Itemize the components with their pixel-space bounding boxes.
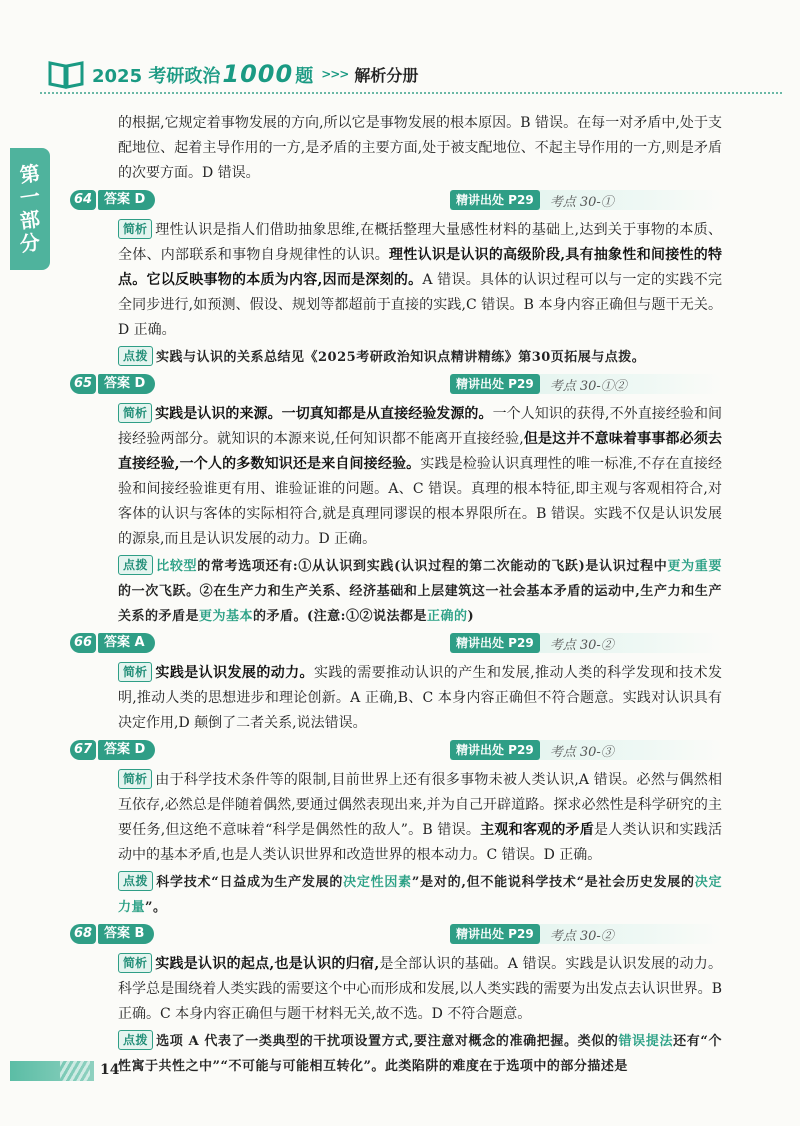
emphasis-text: 实践是认识的起点,也是认识的归宿, (155, 956, 380, 972)
header-title: 2025 考研政治1000 题 (92, 60, 314, 88)
highlight-text: 正确的 (426, 609, 468, 624)
highlight-text: 比较型 (156, 559, 198, 574)
tip-text: 的常考选项还有:①从认识到实践(认识过程的第二次能动的飞跃)是认识过程中 (197, 559, 668, 574)
analysis-paragraph (118, 218, 722, 343)
knowledge-point: 考点 30-② (549, 637, 614, 653)
tip-text: 还有“个性寓于共性之中”“不可能与可能相互转化”。此类陷阱的难度在于选项中的部分描述是 (118, 1034, 722, 1074)
answer-left (70, 633, 155, 653)
analysis-text: 是全部认识的基础。A 错误。实践是认识发展的动力。科学总是围绕着人类实践的需要这个中心而形成和发展,以人类实践的需要为出发点去认识世界。B 正确。C 本身内容正确但与题干材料无关,故不选。D 不符合题意。 (118, 956, 723, 1022)
tip-label: 点拨 (118, 1030, 153, 1050)
section-tab: 第 一 部 分 (10, 148, 50, 270)
source-badge: 精讲出处 P29 (450, 740, 540, 760)
answer-badge: 答案 D (98, 374, 155, 394)
analysis-label: 简析 (118, 662, 152, 682)
tip-text: 科学技术“日益成为生产发展的 (156, 875, 344, 890)
tip-text: ”是对的,但不能说科学技术“是社会历史发展的 (411, 875, 695, 890)
source-badge: 精讲出处 P29 (450, 190, 540, 210)
analysis-label: 简析 (118, 953, 152, 973)
tip-paragraph (118, 870, 722, 920)
tip-label: 点拨 (118, 346, 153, 366)
open-book-icon (48, 59, 84, 89)
emphasis-text: 主观和客观的矛盾 (480, 822, 595, 838)
tip-paragraph (118, 345, 722, 370)
analysis-text: 实践是检验认识真理性的唯一标准,不存在直接经验和间接经验谁更有用、谁验证谁的问题。A、C 错误。真理的根本特征,即主观与客观相符合,对客体的认识与客体的实际相符合,就是真理同谬误的根本界限所在。B 错误。实践不仅是认识发展的源泉,而且是认识发展的动力。D 正确。 (118, 456, 723, 547)
page-header (48, 56, 418, 92)
analysis-paragraph (118, 661, 722, 736)
analysis-text: 一个人知识的获得,不外直接经验和间接经验两部分。就知识的本源来说,任何知识都不能离开直接经验, (118, 406, 722, 447)
arrows-icon: >>> (321, 67, 349, 81)
source-strip (450, 633, 722, 653)
analysis-label: 简析 (118, 219, 152, 239)
tip-text: 选项 A 代表了一类典型的干扰项设置方式,要注意对概念的准确把握。类似的 (156, 1034, 619, 1049)
analysis-paragraph (118, 402, 722, 552)
highlight-text: 错误提法 (618, 1034, 674, 1049)
emphasis-text: 但是这并不意味着事事都必须去直接经验,一个人的多数知识还是来自间接经验。 (118, 431, 722, 472)
highlight-text: 更为重要 (667, 559, 722, 574)
footer-stripes (60, 1061, 90, 1081)
answer-badge: 答案 A (98, 633, 155, 653)
question-number-badge: 66 (70, 633, 96, 653)
analysis-text: 理性认识是指人们借助抽象思维,在概括整理大量感性材料的基础上,达到关于事物的本质、全体、内部联系和事物自身规律性的认识。 (118, 222, 722, 263)
analysis-label: 简析 (118, 403, 152, 423)
knowledge-point: 考点 30-① (549, 194, 614, 210)
answer-row (73, 740, 722, 762)
source-badge: 精讲出处 P29 (450, 633, 540, 653)
question-number-badge: 68 (70, 924, 96, 944)
source-strip (450, 924, 722, 944)
analysis-paragraph (118, 768, 722, 868)
tip-paragraph (118, 554, 722, 629)
knowledge-point: 考点 30-①② (549, 378, 627, 394)
tip-text: 的一次飞跃。②在生产力和生产关系、经济基础和上层建筑这一社会基本矛盾的运动中,生产力和生产关系的矛盾是 (118, 584, 722, 624)
question-number-badge: 65 (70, 374, 96, 394)
tip-label: 点拨 (118, 555, 153, 575)
tip-text: 的矛盾。(注意:①②说法都是 (253, 609, 427, 624)
highlight-text: 决定力量 (118, 875, 722, 915)
question-number-badge: 64 (70, 190, 96, 210)
analysis-text: 实践的需要推动认识的产生和发展,推动人类的科学发现和技术发明,推动人类的思想进步和理论创新。A 正确,B、C 本身内容正确但不符合题意。实践对认识具有决定作用,D 颠倒了二者关系,说法错误。 (118, 665, 723, 731)
knowledge-point: 考点 30-② (549, 928, 614, 944)
emphasis-text: 理性认识是认识的高级阶段,具有抽象性和间接性的特点。它以反映事物的本质为内容,因而是深刻的。 (118, 247, 723, 288)
answer-left (70, 190, 155, 210)
tip-paragraph (118, 1029, 722, 1079)
header-subtitle: 解析分册 (354, 65, 419, 85)
source-strip (450, 740, 722, 760)
answer-row (73, 190, 722, 212)
answer-badge: 答案 D (98, 190, 155, 210)
answer-left (70, 740, 155, 760)
answer-badge: 答案 B (98, 924, 154, 944)
source-strip (450, 374, 722, 394)
tip-text: 实践与认识的关系总结见《2025考研政治知识点精讲精练》第30页拓展与点拨。 (156, 350, 646, 365)
answer-row (73, 633, 722, 655)
header-divider (40, 92, 782, 94)
intro-paragraph: 的根据,它规定着事物发展的方向,所以它是事物发展的根本原因。B 错误。在每一对矛盾中,处于支配地位、起着主导作用的一方,是矛盾的主要方面,处于被支配地位、不起主导作用的一方,则是矛盾的次要方面。D 错误。 (118, 115, 722, 181)
answer-row (73, 924, 722, 946)
emphasis-text: 实践是认识发展的动力。 (155, 665, 314, 681)
source-badge: 精讲出处 P29 (450, 924, 540, 944)
tip-text: ”。 (145, 900, 167, 915)
source-badge: 精讲出处 P29 (450, 374, 540, 394)
answer-left (70, 374, 155, 394)
analysis-paragraph (118, 952, 722, 1027)
answer-left (70, 924, 154, 944)
answer-row (73, 374, 722, 396)
analysis-label: 简析 (118, 769, 152, 789)
question-number-badge: 67 (70, 740, 96, 760)
tip-text: ) (467, 609, 475, 624)
highlight-text: 更为基本 (199, 609, 254, 624)
analysis-text: 是人类认识和实践活动中的基本矛盾,也是人类认识世界和改造世界的根本动力。C 错误。D 正确。 (118, 822, 722, 863)
highlight-text: 决定性因素 (343, 875, 412, 890)
analysis-text: 由于科学技术条件等的限制,目前世界上还有很多事物未被人类认识,A 错误。必然与偶然相互依存,必然总是伴随着偶然,要通过偶然表现出来,并为自己开辟道路。探求必然性是科学研究的主要任务,但这绝不意味着“科学是偶然性的敌人”。B 错误。 (118, 772, 722, 838)
analysis-text: A 错误。具体的认识过程可以与一定的实践不完全同步进行,如预测、假设、规划等都超前于直接的实践,C 错误。B 本身内容正确但与题干无关。D 正确。 (118, 272, 722, 338)
tip-label: 点拨 (118, 871, 153, 891)
knowledge-point: 考点 30-③ (549, 744, 614, 760)
answer-badge: 答案 D (98, 740, 155, 760)
source-strip (450, 190, 722, 210)
emphasis-text: 实践是认识的来源。一切真知都是从直接经验发源的。 (155, 406, 493, 422)
page-number: 14 (100, 1062, 120, 1078)
